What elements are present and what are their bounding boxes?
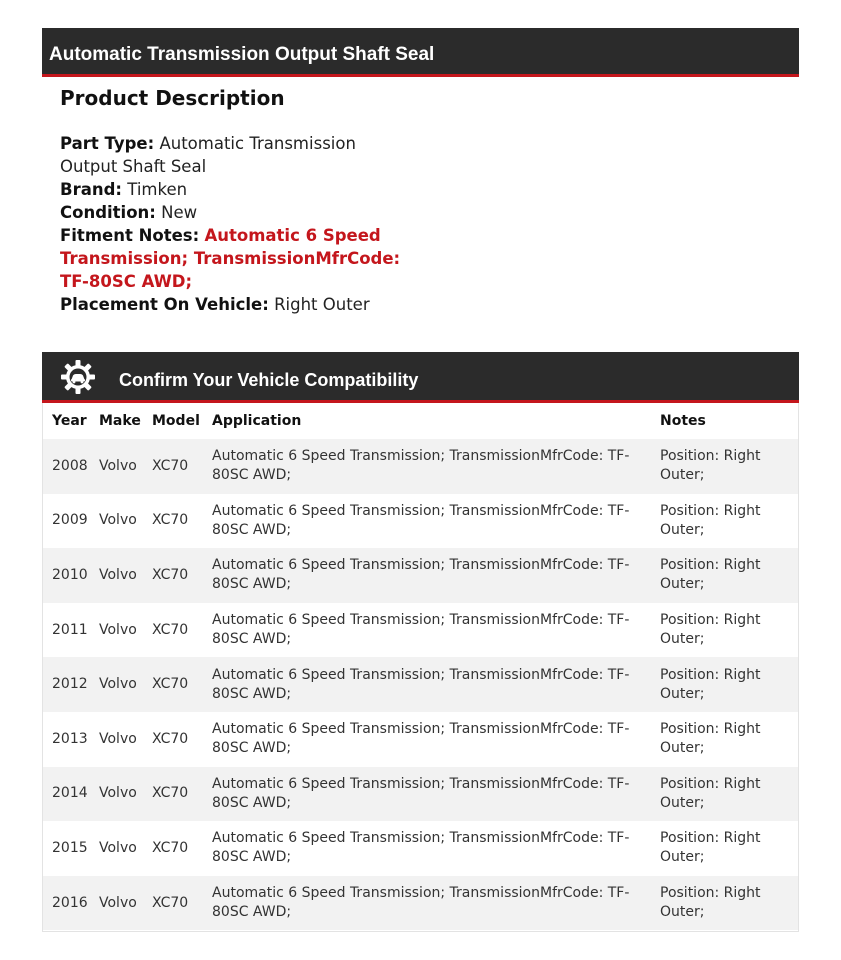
cell-notes: Position: Right Outer; [651,821,798,876]
cell-make: Volvo [90,439,143,494]
cell-notes: Position: Right Outer; [651,876,798,931]
cell-year: 2016 [43,876,90,931]
cell-application: Automatic 6 Speed Transmission; TransmissionMfrCode: TF-80SC AWD; [203,821,651,876]
compatibility-table [43,403,798,930]
table-row [43,657,798,712]
cell-year: 2008 [43,439,90,494]
cell-make: Volvo [90,603,143,658]
table-row [43,603,798,658]
table-row [43,767,798,822]
condition-label: Condition: [60,203,156,222]
cell-application: Automatic 6 Speed Transmission; TransmissionMfrCode: TF-80SC AWD; [203,494,651,549]
brand-value: Timken [127,180,188,199]
cell-application: Automatic 6 Speed Transmission; TransmissionMfrCode: TF-80SC AWD; [203,548,651,603]
col-year: Year [52,413,87,429]
product-description [60,84,410,316]
cell-notes: Position: Right Outer; [651,657,798,712]
col-application: Application [212,413,302,429]
col-make: Make [99,413,141,429]
cell-year: 2012 [43,657,90,712]
cell-model: XC70 [143,494,203,549]
placement-value: Right Outer [274,295,370,314]
cell-make: Volvo [90,657,143,712]
cell-model: XC70 [143,657,203,712]
table-row [43,439,798,494]
cell-model: XC70 [143,821,203,876]
cell-make: Volvo [90,548,143,603]
cell-notes: Position: Right Outer; [651,712,798,767]
table-row [43,876,798,931]
cell-application: Automatic 6 Speed Transmission; TransmissionMfrCode: TF-80SC AWD; [203,603,651,658]
part-type-value: Automatic Transmission Output Shaft Seal [60,134,356,176]
cell-make: Volvo [90,767,143,822]
part-type-label: Part Type: [60,134,155,153]
cell-make: Volvo [90,876,143,931]
cell-model: XC70 [143,876,203,931]
table-row [43,821,798,876]
cell-year: 2014 [43,767,90,822]
placement-label: Placement On Vehicle: [60,295,269,314]
compatibility-table-container [42,403,799,932]
cell-model: XC70 [143,548,203,603]
cell-model: XC70 [143,712,203,767]
fitment-label: Fitment Notes: [60,226,200,245]
cell-application: Automatic 6 Speed Transmission; TransmissionMfrCode: TF-80SC AWD; [203,767,651,822]
cell-application: Automatic 6 Speed Transmission; TransmissionMfrCode: TF-80SC AWD; [203,712,651,767]
table-row [43,548,798,603]
brand-line [60,178,410,201]
cell-model: XC70 [143,767,203,822]
part-type-line [60,132,410,178]
cell-notes: Position: Right Outer; [651,494,798,549]
cell-notes: Position: Right Outer; [651,548,798,603]
compatibility-title: Confirm Your Vehicle Compatibility [119,370,419,390]
description-list [60,132,410,316]
cell-application: Automatic 6 Speed Transmission; TransmissionMfrCode: TF-80SC AWD; [203,439,651,494]
placement-line [60,293,410,316]
compatibility-bar [42,352,799,403]
cell-notes: Position: Right Outer; [651,439,798,494]
cell-year: 2010 [43,548,90,603]
col-model: Model [152,413,200,429]
table-header-row [43,403,798,439]
cell-make: Volvo [90,712,143,767]
description-heading: Product Description [60,86,285,110]
condition-value: New [161,203,198,222]
cell-model: XC70 [143,439,203,494]
fitment-value: Automatic 6 Speed Transmission; TransmissionMfrCode: TF-80SC AWD; [60,226,401,291]
cell-notes: Position: Right Outer; [651,603,798,658]
cell-year: 2011 [43,603,90,658]
product-title-bar [42,28,799,77]
cell-year: 2013 [43,712,90,767]
product-title: Automatic Transmission Output Shaft Seal [49,44,435,65]
col-notes: Notes [660,413,706,429]
gear-car-icon [60,359,96,395]
cell-application: Automatic 6 Speed Transmission; TransmissionMfrCode: TF-80SC AWD; [203,876,651,931]
cell-year: 2009 [43,494,90,549]
cell-application: Automatic 6 Speed Transmission; TransmissionMfrCode: TF-80SC AWD; [203,657,651,712]
table-row [43,494,798,549]
cell-make: Volvo [90,821,143,876]
cell-notes: Position: Right Outer; [651,767,798,822]
table-row [43,712,798,767]
cell-model: XC70 [143,603,203,658]
cell-make: Volvo [90,494,143,549]
condition-line [60,201,410,224]
fitment-line [60,224,410,293]
cell-year: 2015 [43,821,90,876]
brand-label: Brand: [60,180,123,199]
